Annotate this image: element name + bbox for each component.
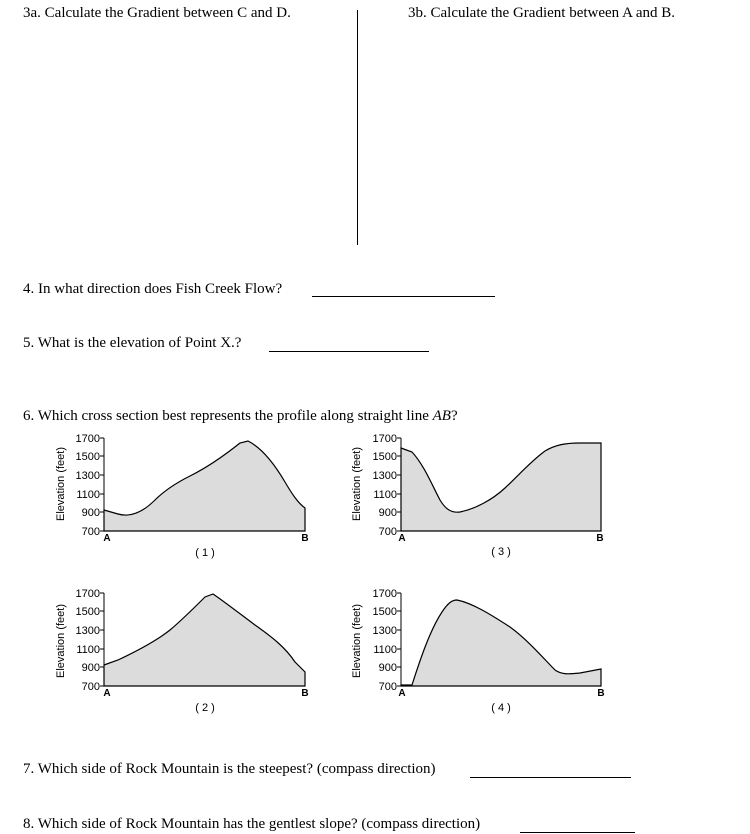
profile-option-4[interactable] [351,588,605,714]
question-3a: 3a. Calculate the Gradient between C and D. [23,5,291,21]
question-6-prefix: 6. Which cross section best represents the profile along straight line [23,408,433,424]
y-axis-label: Elevation (feet) [55,604,67,678]
y-tick-1100: 1100 [76,489,100,501]
y-tick-900: 900 [81,507,100,519]
profile-1-terrain [104,441,305,531]
y-tick-1500: 1500 [75,606,100,618]
y-tick-700: 700 [378,526,397,538]
y-tick-1100: 1100 [76,644,100,656]
y-tick-1100: 1100 [373,644,397,656]
question-5: 5. What is the elevation of Point X.? [23,335,242,351]
profile-option-3[interactable] [351,433,604,558]
question-6-suffix: ? [450,408,458,424]
point-b-label: B [597,688,605,699]
profile-3-terrain [401,443,601,531]
question-7: 7. Which side of Rock Mountain is the steepest? (compass direction) [23,761,436,777]
y-tick-1700: 1700 [75,588,100,600]
y-tick-1700: 1700 [372,588,397,600]
y-axis-label: Elevation (feet) [351,604,363,678]
profile-option-2[interactable] [55,588,309,714]
y-tick-1700: 1700 [372,433,397,445]
y-tick-1300: 1300 [75,470,100,482]
y-tick-700: 700 [81,526,100,538]
question-8: 8. Which side of Rock Mountain has the gentlest slope? (compass direction) [23,816,481,832]
y-tick-1500: 1500 [372,606,397,618]
point-a-label: A [103,688,111,699]
point-b-label: B [596,533,604,544]
y-tick-900: 900 [378,662,397,674]
question-6-line: AB [432,408,451,424]
y-axis-label: Elevation (feet) [55,447,67,521]
profile-4-terrain [401,600,601,686]
question-3b: 3b. Calculate the Gradient between A and B. [408,5,676,21]
y-tick-1700: 1700 [75,433,100,445]
answer-blank-7[interactable] [470,777,631,778]
point-b-label: B [301,533,309,544]
y-tick-1300: 1300 [372,470,397,482]
point-b-label: B [301,688,309,699]
answer-blank-8[interactable] [520,832,635,833]
question-4: 4. In what direction does Fish Creek Flow? [23,281,283,297]
profile-4-label: ( 4 ) [491,702,511,714]
y-tick-900: 900 [81,662,100,674]
y-tick-1300: 1300 [75,625,100,637]
profile-2-label: ( 2 ) [195,702,215,714]
y-tick-900: 900 [378,507,397,519]
profile-1-label: ( 1 ) [195,547,215,559]
point-a-label: A [398,688,406,699]
y-tick-1500: 1500 [75,451,100,463]
point-a-label: A [103,533,111,544]
y-tick-700: 700 [378,681,397,693]
profile-3-label: ( 3 ) [491,546,511,558]
profile-2-terrain [104,594,305,686]
point-a-label: A [398,533,406,544]
y-tick-1500: 1500 [372,451,397,463]
y-tick-1100: 1100 [373,489,397,501]
profile-option-1[interactable] [55,433,309,559]
y-tick-1300: 1300 [372,625,397,637]
y-tick-700: 700 [81,681,100,693]
y-axis-label: Elevation (feet) [351,447,363,521]
